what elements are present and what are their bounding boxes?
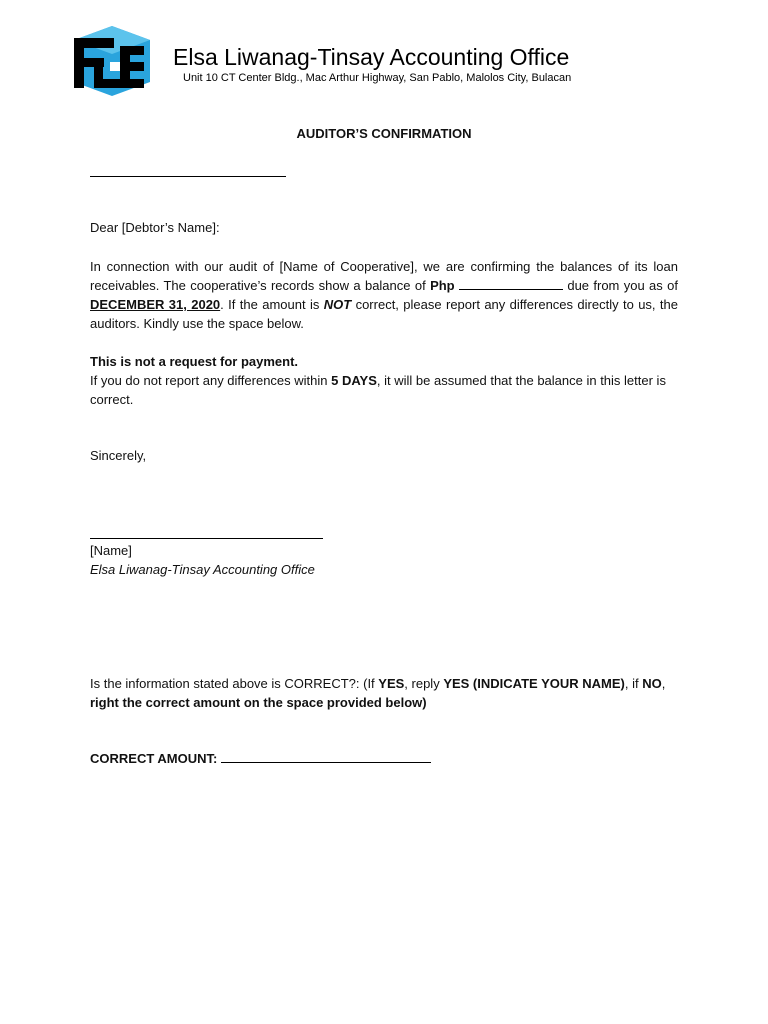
- balance-blank: [459, 277, 563, 290]
- paragraph-notice: [90, 352, 678, 409]
- p1-text-b: due from you as of: [562, 278, 678, 293]
- signatory-name: [Name]: [90, 543, 132, 558]
- correct-amount-row: [90, 749, 678, 768]
- correct-amount-blank[interactable]: [221, 750, 431, 763]
- q-yes-indicate: YES (INDICATE YOUR NAME): [443, 676, 625, 691]
- letterhead: [50, 24, 690, 96]
- signatory-office: Elsa Liwanag-Tinsay Accounting Office: [90, 562, 315, 577]
- confirmation-question: [90, 674, 678, 712]
- php-label: Php: [430, 278, 455, 293]
- not-payment-notice: This is not a request for payment.: [90, 354, 299, 369]
- p2-text-b: , it will be assumed that the balance in this letter is correct.: [90, 373, 666, 407]
- days-emphasis: 5 DAYS: [331, 373, 377, 388]
- q-text-a: Is the information stated above is CORRECT?: (If: [90, 676, 379, 691]
- p1-text-c: . If the amount is: [220, 297, 324, 312]
- correct-amount-label: CORRECT AMOUNT:: [90, 751, 218, 766]
- q-text-b: , reply: [404, 676, 444, 691]
- addressee-line: [90, 176, 286, 177]
- p1-text-a: In connection with our audit of [Name of Cooperative], we are confirming the balances of its loan receivables. The cooperative’s records show a balance of: [90, 259, 678, 293]
- company-address: Unit 10 CT Center Bldg., Mac Arthur Highway, San Pablo, Malolos City, Bulacan: [183, 72, 572, 84]
- q-instruction: right the correct amount on the space provided below): [90, 695, 427, 710]
- confirmation-date: DECEMBER 31, 2020: [90, 297, 221, 312]
- q-yes: YES: [378, 676, 405, 691]
- not-emphasis: NOT: [323, 297, 352, 312]
- closing: Sincerely,: [90, 448, 147, 463]
- paragraph-confirmation: [90, 257, 678, 333]
- p2-text-a: If you do not report any differences within: [90, 373, 332, 388]
- q-text-d: ,: [661, 676, 666, 691]
- company-logo: [50, 24, 160, 96]
- p1-text-d: correct, please report any differences directly to us, the auditors. Kindly use the space below.: [90, 297, 678, 331]
- document-title: AUDITOR’S CONFIRMATION: [296, 126, 472, 141]
- signature-line: [90, 538, 323, 539]
- q-no: NO: [642, 676, 662, 691]
- salutation: Dear [Debtor’s Name]:: [90, 220, 220, 235]
- company-name: Elsa Liwanag-Tinsay Accounting Office: [173, 44, 570, 70]
- q-text-c: , if: [624, 676, 643, 691]
